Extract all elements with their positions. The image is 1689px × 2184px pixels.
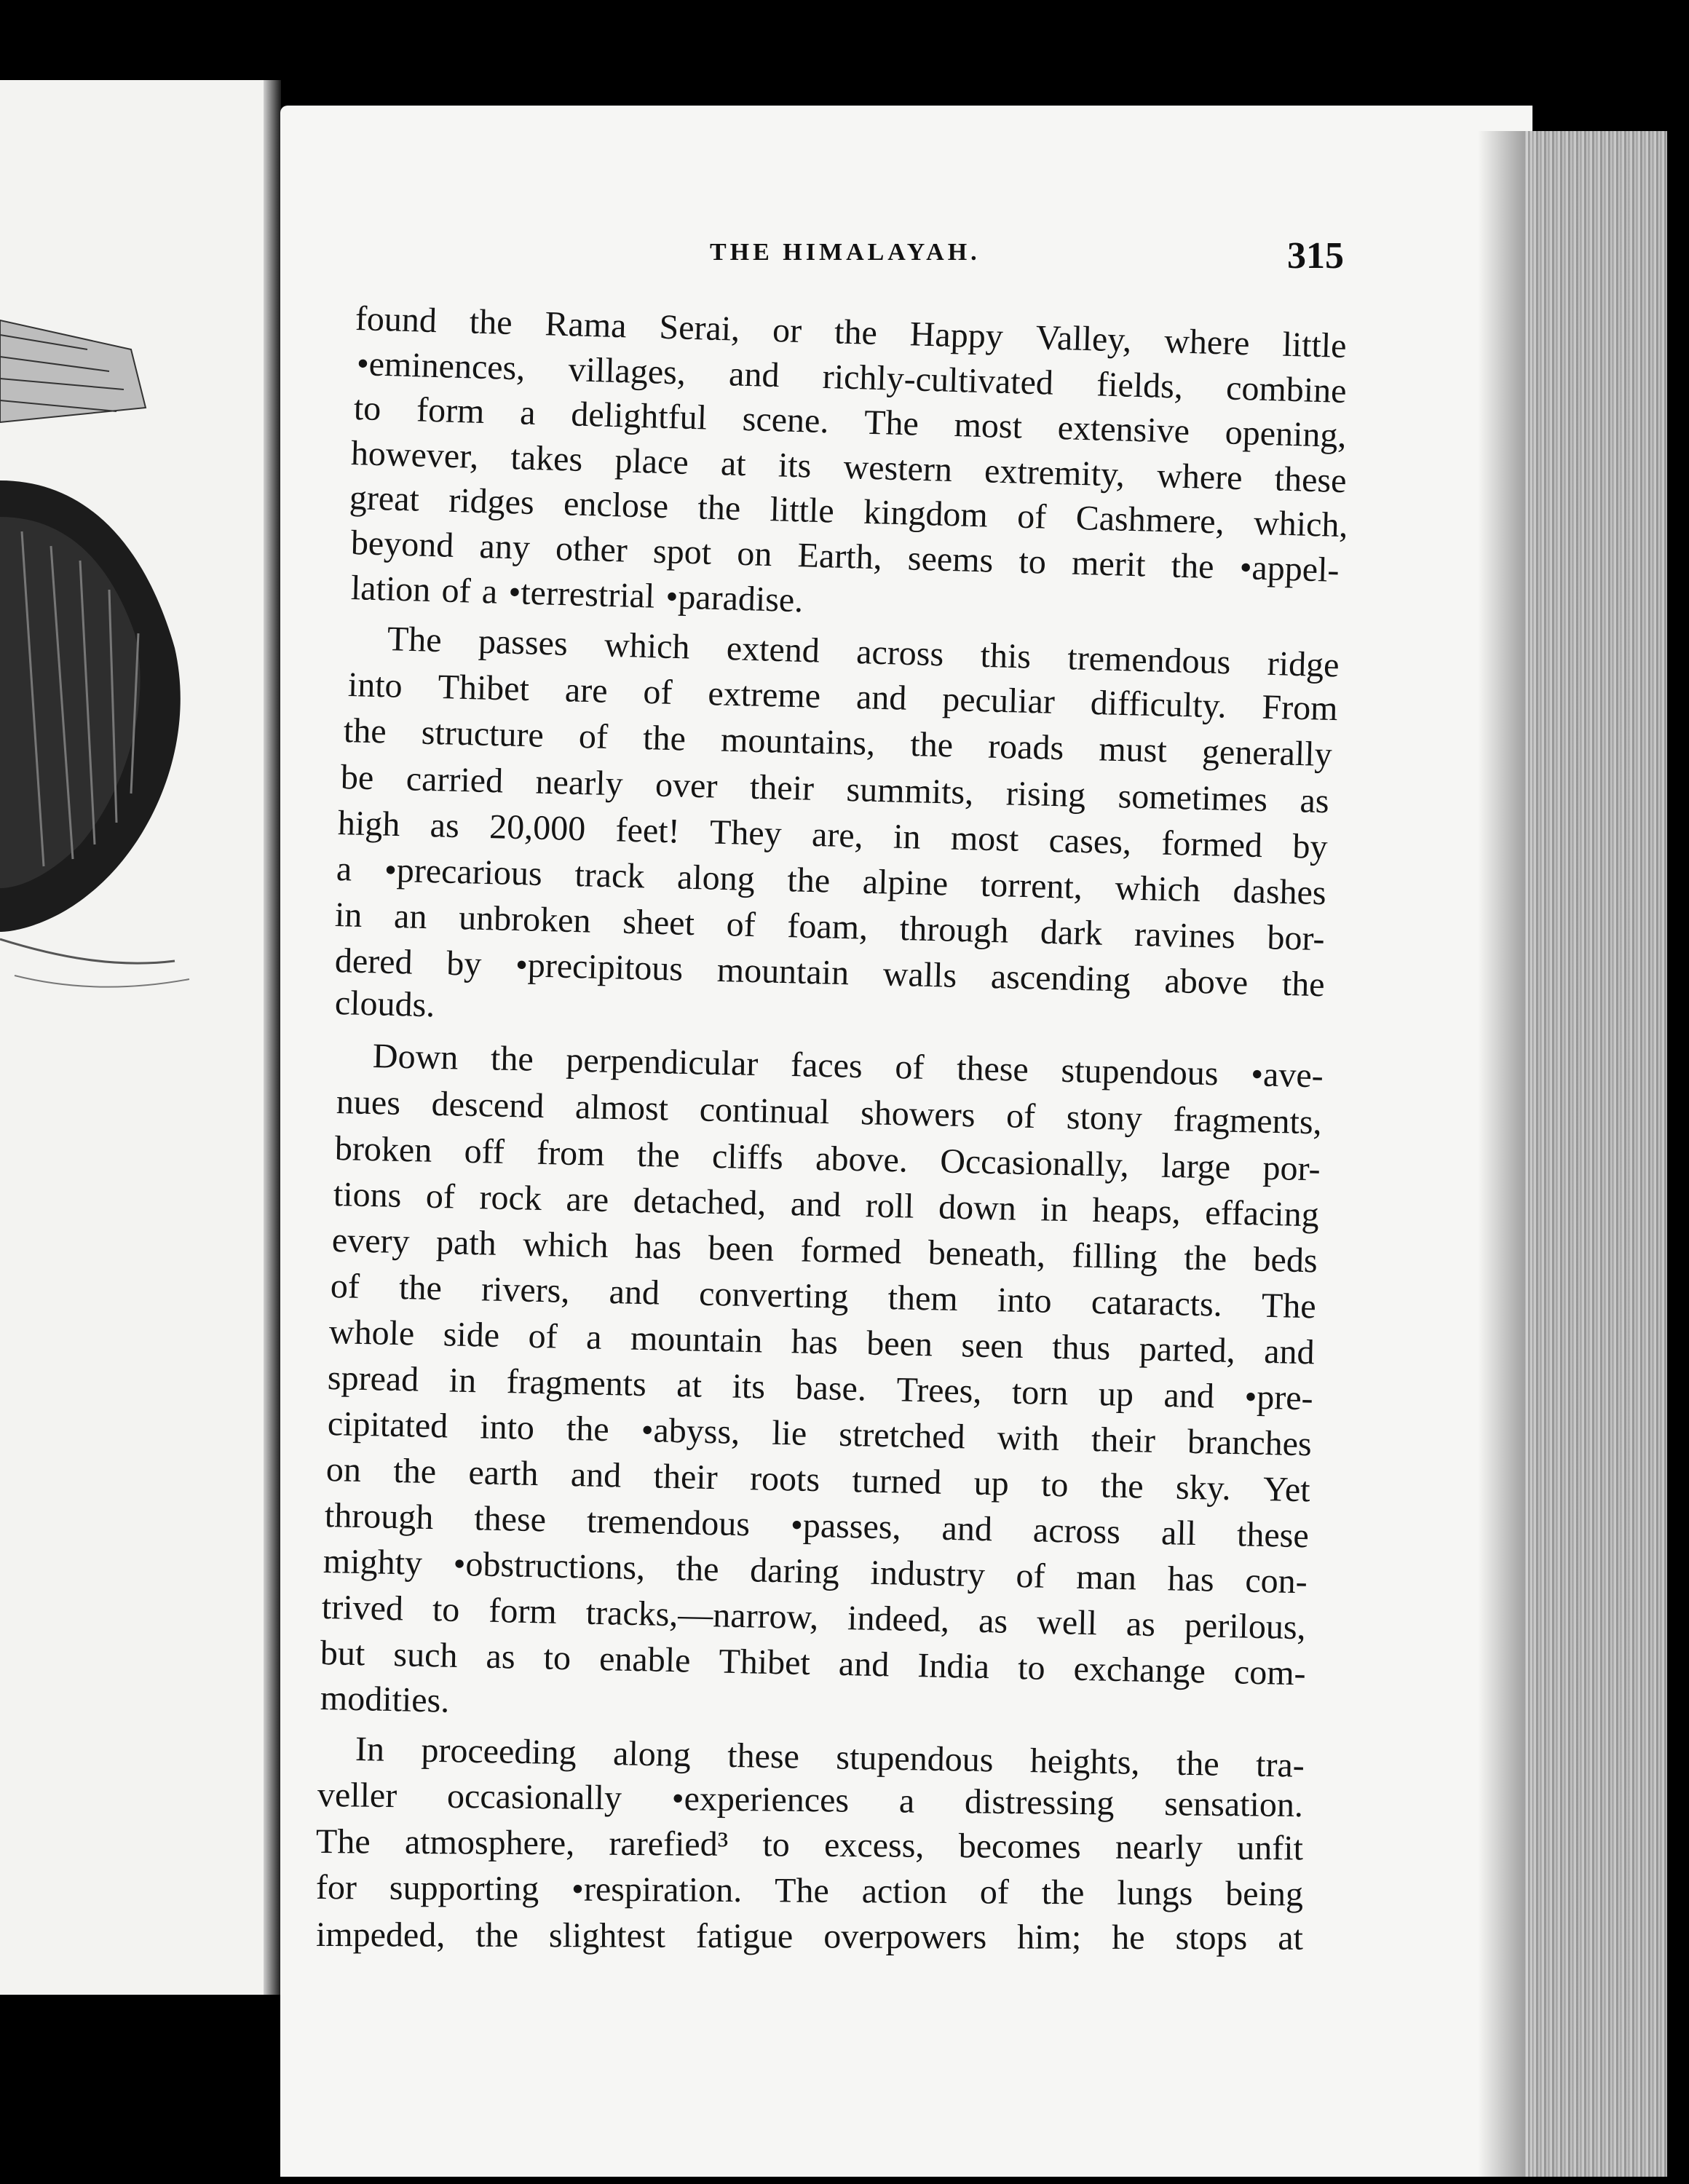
text-line: lation of a •terrestrial •paradise. [350, 569, 804, 620]
text-line: great ridges enclose the little kingdom of Cashmere, which, [349, 478, 1349, 545]
text-line: The passes which extend across this tremendous ridge [387, 620, 1340, 685]
text-line: every path which has been formed beneath, filling the beds [331, 1221, 1318, 1281]
text-line: but such as to enable Thibet and India to exchange com- [320, 1634, 1307, 1693]
text-line: clouds. [334, 984, 435, 1025]
running-head: THE HIMALAYAH. [710, 239, 981, 266]
text-line: found the Rama Serai, or the Happy Valley, where little [355, 299, 1348, 366]
text-line: of the rivers, and converting them into cataracts. The [330, 1267, 1317, 1326]
text-line: in an unbroken sheet of foam, through dark ravines bor- [334, 895, 1326, 959]
text-line: on the earth and their roots turned up to the sky. Yet [325, 1450, 1311, 1510]
text-line: spread in fragments at its base. Trees, torn up and •pre- [327, 1358, 1314, 1418]
text-line: the structure of the mountains, the roads must generally [343, 711, 1333, 775]
text-line: In proceeding along these stupendous heights, the tra- [355, 1730, 1305, 1785]
text-line: whole side of a mountain has been seen thus parted, and [328, 1313, 1316, 1372]
text-line: to form a delightful scene. The most extensive opening, [353, 389, 1348, 456]
text-line: high as 20,000 feet! They are, in most cases, formed by [337, 804, 1329, 867]
text-line: cipitated into the •abyss, lie stretched with their branches [327, 1404, 1313, 1464]
text-line: The atmosphere, rarefied³ to excess, becomes nearly unfit [315, 1822, 1304, 1868]
text-line: modities. [320, 1679, 450, 1720]
text-line: through these tremendous •passes, and across all these [324, 1496, 1310, 1556]
text-line: mighty •obstructions, the daring industry of man has con- [323, 1542, 1308, 1602]
text-line: however, takes place at its western extremity, where these [350, 434, 1348, 501]
text-line: veller occasionally •experiences a distressing sensation. [317, 1776, 1304, 1825]
text-line: broken off from the cliffs above. Occasionally, large por- [334, 1129, 1321, 1189]
text-line: tions of rock are detached, and roll down in heaps, effacing [333, 1175, 1320, 1235]
text-line: nues descend almost continual showers of stony fragments, [336, 1083, 1323, 1142]
text-line: for supporting •respiration. The action of the lungs being [315, 1868, 1304, 1914]
text-line: trived to form tracks,—narrow, indeed, as well as perilous, [321, 1588, 1307, 1647]
text-line: impeded, the slightest fatigue overpowers him; he stops at [315, 1915, 1304, 1958]
text-line: dered by •precipitous mountain walls ascending above the [334, 941, 1326, 1005]
page-number: 315 [1287, 235, 1344, 277]
text-line: Down the perpendicular faces of these stupendous •ave- [372, 1037, 1324, 1096]
text-line: •eminences, villages, and richly-cultivated fields, combine [356, 344, 1348, 411]
text-line: beyond any other spot on Earth, seems to merit the •appel- [350, 523, 1340, 590]
text-line: be carried nearly over their summits, rising sometimes as [340, 758, 1330, 821]
text-line: into Thibet are of extreme and peculiar difficulty. From [347, 665, 1339, 729]
text-line: a •precarious track along the alpine torrent, which dashes [336, 850, 1327, 913]
